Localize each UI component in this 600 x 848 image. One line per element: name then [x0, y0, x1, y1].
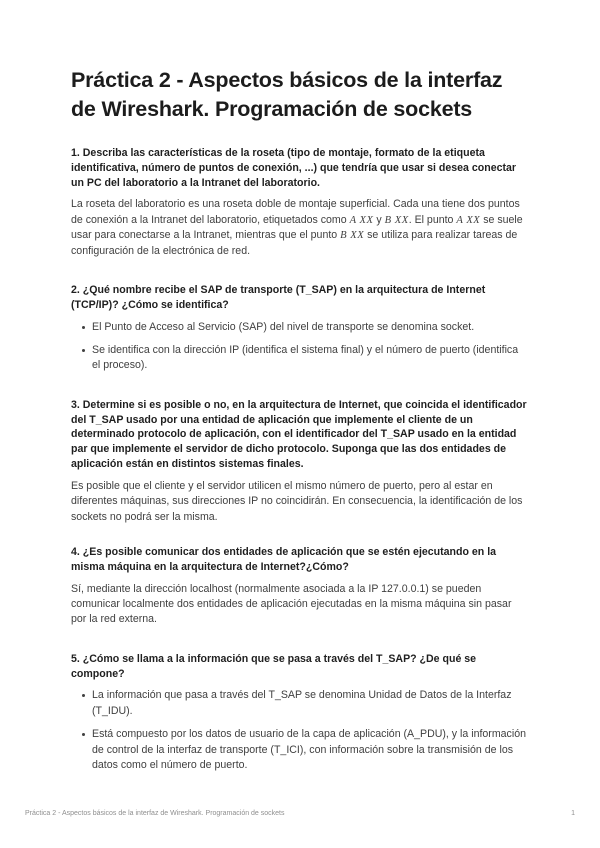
bullet-item	[82, 343, 529, 374]
question-heading: 1. Describa las características de la roseta (tipo de montaje, formato de la etiqueta identificativa, número de puntos de conexión, ...) que tendría que usar si desea conectar un PC del laboratorio a la Intranet del laboratorio.	[71, 147, 517, 189]
page-title: Práctica 2 - Aspectos básicos de la interfaz de Wireshark. Programación de sockets	[71, 68, 503, 121]
math-notation: B XX	[340, 230, 365, 242]
math-notation: A XX	[456, 214, 481, 226]
bullet-text: Se identifica con la dirección IP (identifica el sistema final) y el número de puerto (identifica el proceso).	[92, 344, 519, 372]
question-heading: 3. Determine si es posible o no, en la arquitectura de Internet, que coincida el identificador del T_SAP usado por una entidad de aplicación que implemente el cliente de un determinado protocolo de aplicación, con el identificador del T_SAP usado en la entidad par que implemente el servidor de dicho protocolo. Suponga que las dos entidades de aplicación están en distintos sistemas finales.	[71, 398, 527, 471]
answer-paragraph: La roseta del laboratorio es una roseta doble de montaje superficial. Cada una tiene dos puntos de conexión a la Intranet del laboratorio, etiquetados como A XX y B XX. El punto A XX se suele usar para conectarse a la Intranet, mientras que el punto B XX se utiliza para realizar tareas de configuración de la electrónica de red.	[71, 198, 523, 257]
bullet-text: Está compuesto por los datos de usuario de la capa de aplicación (A_PDU), y la información de control de la interfaz de transporte (T_ICI), con información sobre la transmisión de los datos como el número de puerto.	[92, 728, 526, 772]
answer-paragraph: Es posible que el cliente y el servidor utilicen el mismo número de puerto, pero al estar en diferentes máquinas, sus direcciones IP no coincidirán. En consecuencia, la identificación de los sockets no podrá ser la misma.	[71, 479, 523, 523]
bullet-marker-icon	[82, 733, 85, 736]
footer-page-number: 1	[571, 810, 575, 817]
question-heading: 5. ¿Cómo se llama a la información que se pasa a través del T_SAP? ¿De qué se compone?	[71, 652, 477, 680]
qa-section	[71, 283, 529, 374]
bullet-text: El Punto de Acceso al Servicio (SAP) del nivel de transporte se denomina socket.	[92, 320, 475, 333]
qa-section	[71, 545, 529, 628]
bullet-text: La información que pasa a través del T_SAP se denomina Unidad de Datos de la Interfaz (T_IDU).	[92, 689, 512, 717]
footer-title: Práctica 2 - Aspectos básicos de la interfaz de Wireshark. Programación de sockets	[25, 810, 285, 817]
bullet-marker-icon	[82, 326, 85, 329]
math-notation: A XX	[349, 214, 374, 226]
bullet-item	[82, 320, 529, 335]
page-footer	[25, 809, 575, 818]
answer-paragraph: Sí, mediante la dirección localhost (normalmente asociada a la IP 127.0.0.1) se pueden comunicar localmente dos entidades de aplicación ejecutadas en la misma máquina sin pasar por la red externa.	[71, 582, 512, 626]
bullet-marker-icon	[82, 694, 85, 697]
document-sections	[71, 146, 529, 773]
qa-section	[71, 652, 529, 774]
bullet-marker-icon	[82, 349, 85, 352]
qa-section	[71, 398, 529, 525]
qa-section	[71, 146, 529, 259]
question-heading: 2. ¿Qué nombre recibe el SAP de transporte (T_SAP) en la arquitectura de Internet (TCP/IP)? ¿Cómo se identifica?	[71, 284, 486, 311]
bullet-item	[82, 727, 529, 773]
question-heading: 4. ¿Es posible comunicar dos entidades de aplicación que se estén ejecutando en la misma máquina en la arquitectura de Internet?¿Cómo?	[71, 546, 497, 573]
bullet-item	[82, 688, 529, 719]
math-notation: B XX	[384, 214, 409, 226]
